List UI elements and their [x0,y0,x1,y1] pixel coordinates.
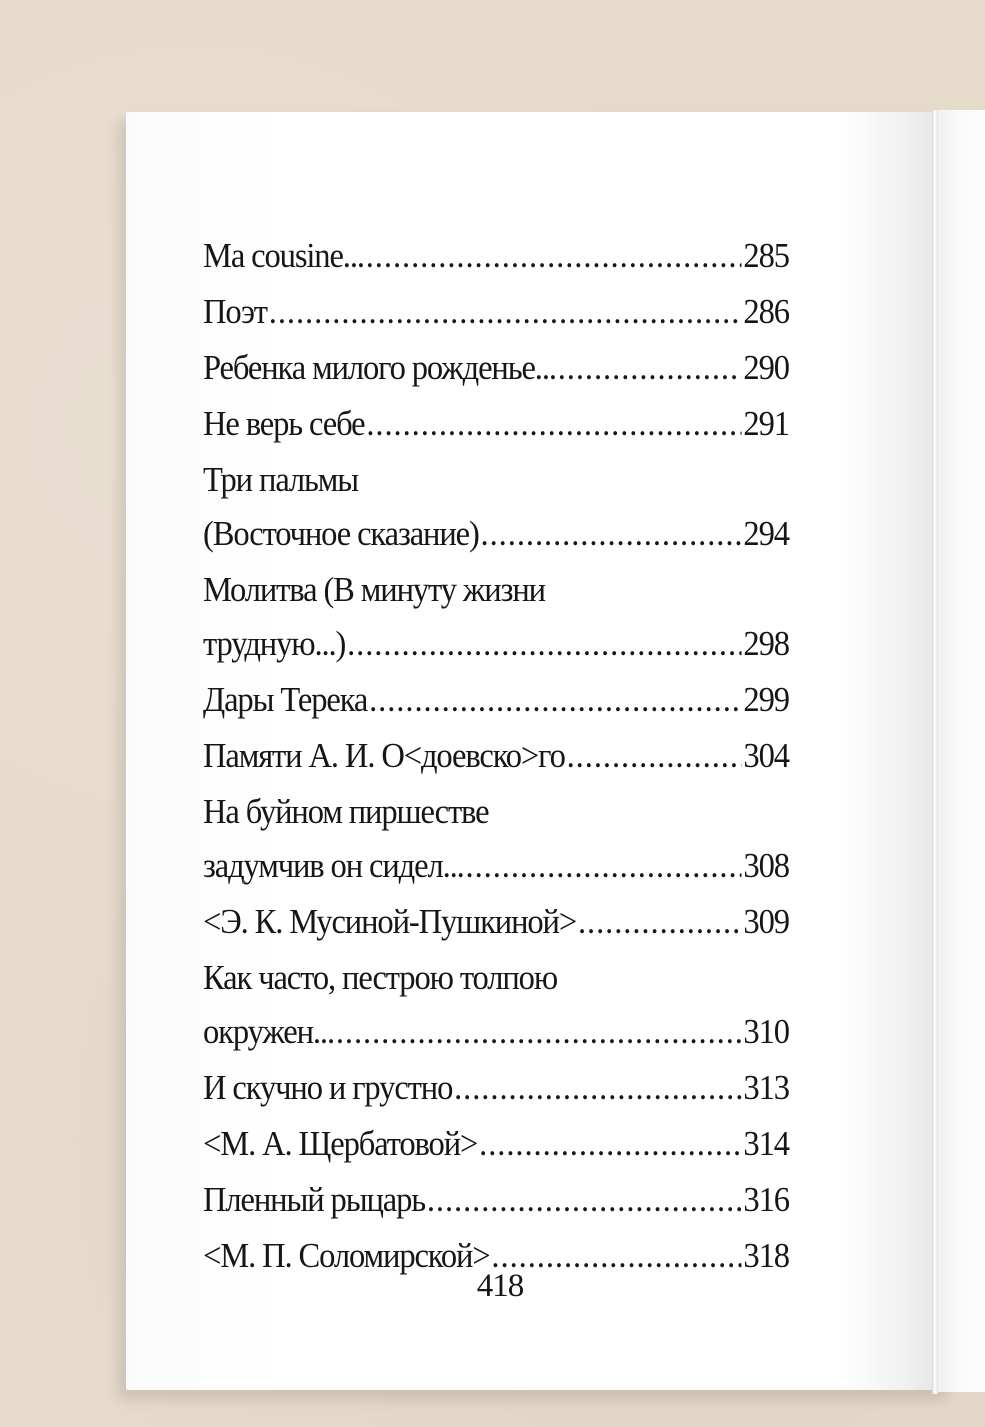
toc-page-number: 285 [743,236,789,275]
toc-line [203,844,789,888]
toc-page-number: 308 [743,846,789,885]
toc-entry [203,1178,789,1222]
toc-entry [203,346,789,390]
toc-line [203,1066,789,1110]
toc-entry [203,1122,789,1166]
toc-title: Памяти А. И. О<доевско>го [203,736,565,775]
toc-page-number: 309 [743,902,789,941]
toc-leader-dots [366,234,742,278]
toc-page-number: 286 [743,292,789,331]
toc-page-number: 316 [743,1180,789,1219]
toc-title: Ma cousine... [203,236,364,275]
toc-title: На буйном пиршестве [203,792,489,831]
toc-title: Не верь себе [203,404,365,443]
toc-page-number: 314 [743,1124,789,1163]
toc-leader-dots [567,734,742,778]
toc-entry [203,458,789,556]
table-of-contents [203,234,789,1290]
toc-leader-dots [481,512,742,556]
toc-line [203,234,789,278]
toc-entry [203,790,789,888]
toc-page-number: 290 [743,348,789,387]
toc-page-number: 313 [743,1068,789,1107]
toc-line [203,1122,789,1166]
toc-title: Ребенка милого рожденье... [203,348,556,387]
toc-title: трудную...) [203,624,346,663]
toc-page-number: 299 [743,680,789,719]
toc-title: И скучно и грустно [203,1068,453,1107]
book-page-right-edge [938,110,985,1392]
toc-leader-dots [558,346,742,390]
toc-line [203,900,789,944]
toc-title: <М. А. Щербатовой> [203,1124,478,1163]
toc-leader-dots [347,622,741,666]
toc-entry [203,1066,789,1110]
toc-title: Молитва (В минуту жизни [203,570,545,609]
toc-entry [203,956,789,1054]
toc-line [203,734,789,778]
toc-page-number: 310 [743,1012,789,1051]
toc-entry [203,678,789,722]
toc-title: Как часто, пестрою толпою [203,958,558,997]
toc-leader-dots [366,402,741,446]
toc-leader-dots [578,900,742,944]
page-number: 418 [476,1268,524,1304]
toc-line [203,1178,789,1222]
toc-leader-dots [454,1066,741,1110]
toc-title: задумчив он сидел... [203,846,464,885]
toc-title: <Э. К. Мусиной-Пушкиной> [203,902,577,941]
toc-entry [203,402,789,446]
toc-title: окружен... [203,1012,334,1051]
toc-leader-dots [466,844,742,888]
toc-title: Дары Терека [203,680,368,719]
toc-line [203,458,789,502]
toc-page-number: 291 [743,404,789,443]
toc-line [203,402,789,446]
toc-title: Пленный рыцарь [203,1180,425,1219]
toc-line [203,512,789,556]
toc-leader-dots [479,1122,741,1166]
toc-line [203,568,789,612]
toc-line [203,1010,789,1054]
toc-entry [203,900,789,944]
toc-line [203,290,789,334]
toc-page-number: 294 [743,514,789,553]
toc-entry [203,568,789,666]
toc-line [203,956,789,1000]
toc-line [203,346,789,390]
toc-title: Три пальмы [203,460,359,499]
toc-line [203,678,789,722]
toc-leader-dots [336,1010,742,1054]
toc-title: Поэт [203,292,267,331]
toc-page-number: 304 [743,736,789,775]
toc-line [203,790,789,834]
toc-entry [203,290,789,334]
toc-title: (Восточное сказание) [203,514,479,553]
toc-leader-dots [427,1178,742,1222]
toc-page-number: 318 [743,1236,789,1275]
toc-line [203,622,789,666]
toc-leader-dots [269,290,742,334]
toc-entry [203,234,789,278]
toc-entry [203,734,789,778]
toc-leader-dots [369,678,741,722]
toc-page-number: 298 [743,624,789,663]
toc-title: <М. П. Соломирской> [203,1236,490,1275]
